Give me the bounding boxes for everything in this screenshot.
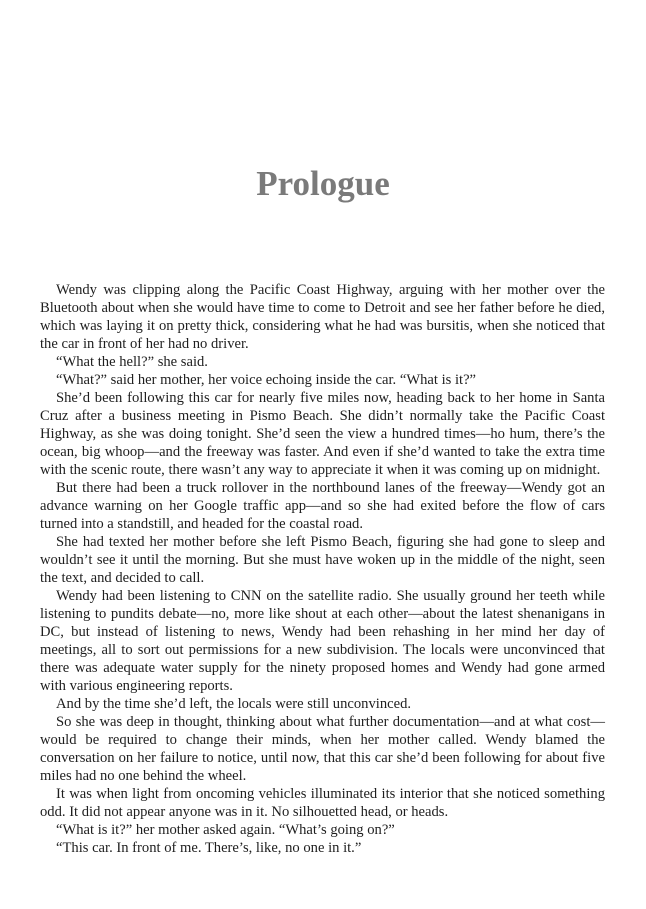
paragraph: “What is it?” her mother asked again. “What’s going on?” <box>56 822 395 838</box>
paragraph: Wendy was clipping along the Pacific Coast Highway, arguing with her mother over the Bluetooth about when she would have time to come to Detroit and see her father before he died, which was laying it on pretty thick, considering what he had was bursitis, when she noticed that the car in front of her had no driver. <box>40 282 605 352</box>
paragraph: “What?” said her mother, her voice echoing inside the car. “What is it?” <box>56 372 477 388</box>
chapter-body <box>40 281 605 857</box>
paragraph: So she was deep in thought, thinking about what further documentation—and at what cost—would be required to change their minds, when her mother called. Wendy blamed the conversation on her failure to notice, until now, that this car she’d been following for about five miles had no one behind the wheel. <box>40 714 605 784</box>
paragraph: “This car. In front of me. There’s, like, no one in it.” <box>56 840 362 856</box>
chapter-title: Prologue <box>256 164 390 203</box>
paragraph: “What the hell?” she said. <box>56 354 208 370</box>
paragraph: She’d been following this car for nearly five miles now, heading back to her home in Santa Cruz after a business meeting in Pismo Beach. She didn’t normally take the Pacific Coast Highway, as she was doing tonight. She’d seen the view a hundred times—ho hum, there’s the ocean, big whoop—and the freeway was faster. And even if she’d wanted to take the extra time with the scenic route, there wasn’t any way to appreciate it when it was coming up on midnight. <box>40 390 605 478</box>
paragraph: And by the time she’d left, the locals were still unconvinced. <box>56 696 412 712</box>
paragraph: It was when light from oncoming vehicles illuminated its interior that she noticed something odd. It did not appear anyone was in it. No silhouetted head, or heads. <box>40 786 605 820</box>
paragraph: But there had been a truck rollover in the northbound lanes of the freeway—Wendy got an advance warning on her Google traffic app—and so she had exited before the flow of cars turned into a standstill, and headed for the coastal road. <box>40 480 605 532</box>
paragraph: She had texted her mother before she left Pismo Beach, figuring she had gone to sleep and wouldn’t see it until the morning. But she must have woken up in the middle of the night, seen the text, and decided to call. <box>40 534 605 586</box>
paragraph: Wendy had been listening to CNN on the satellite radio. She usually ground her teeth while listening to pundits debate—no, more like shout at each other—about the latest shenanigans in DC, but instead of listening to news, Wendy had been rehashing in her mind her day of meetings, all to sort out permissions for a new subdivision. The locals were unconvinced that there was adequate water supply for the ninety proposed homes and Wendy had gone armed with various engineering reports. <box>40 588 605 694</box>
